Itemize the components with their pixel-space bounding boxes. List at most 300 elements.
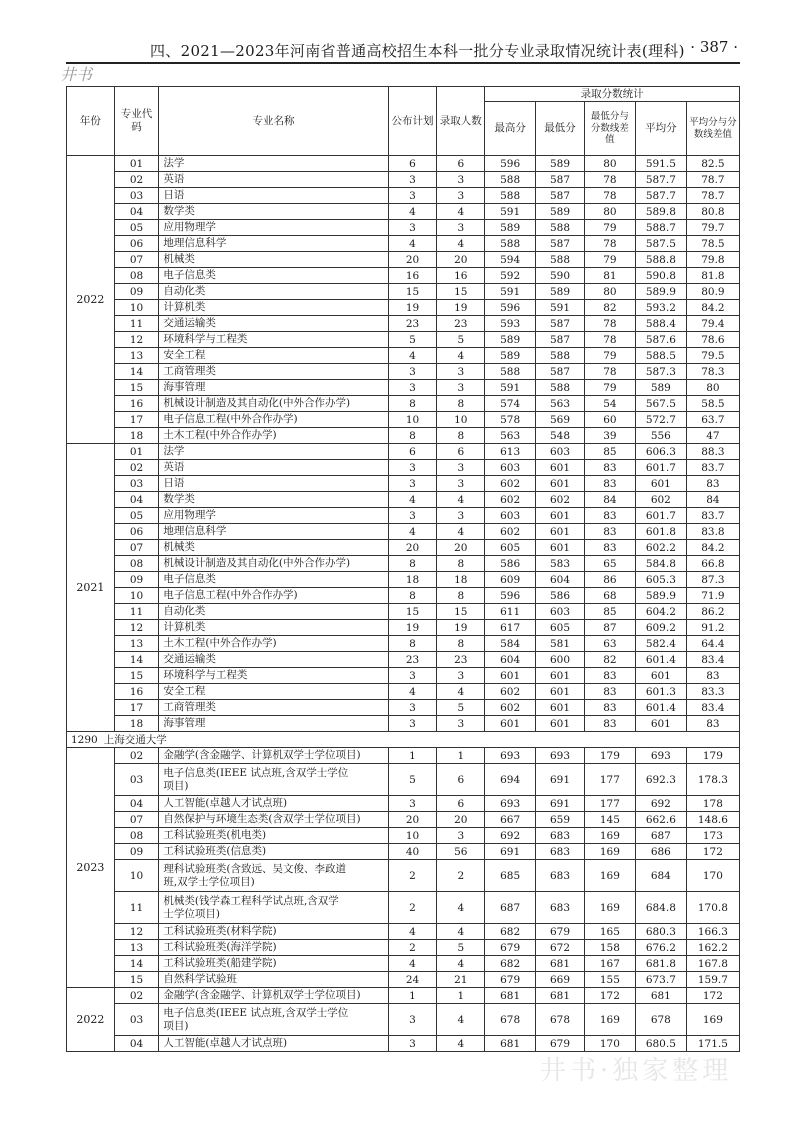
major-code-cell: 16 bbox=[114, 684, 159, 700]
admitted-cell: 4 bbox=[437, 892, 485, 924]
max-cell: 679 bbox=[485, 940, 536, 956]
min-cell: 683 bbox=[536, 844, 585, 860]
max-cell: 693 bbox=[485, 796, 536, 812]
max-cell: 613 bbox=[485, 444, 536, 460]
major-code-cell: 02 bbox=[114, 172, 159, 188]
plan-cell: 3 bbox=[388, 508, 437, 524]
plan-cell: 3 bbox=[388, 380, 437, 396]
admitted-cell: 8 bbox=[437, 588, 485, 604]
avg-cell: 587.5 bbox=[635, 236, 686, 252]
table-body bbox=[67, 156, 740, 1052]
avg-cell: 687 bbox=[635, 828, 686, 844]
major-name-line: 海事管理 bbox=[163, 717, 206, 729]
major-code-cell: 02 bbox=[114, 988, 159, 1004]
avg-cell: 590.8 bbox=[635, 268, 686, 284]
min-diff-cell: 82 bbox=[584, 300, 635, 316]
major-name-cell bbox=[159, 252, 388, 268]
table-row bbox=[67, 220, 740, 236]
admitted-cell: 4 bbox=[437, 492, 485, 508]
table-row bbox=[67, 444, 740, 460]
avg-cell: 602.2 bbox=[635, 540, 686, 556]
avg-diff-cell: 178.3 bbox=[686, 764, 739, 796]
min-cell: 659 bbox=[536, 812, 585, 828]
major-code-cell: 04 bbox=[114, 492, 159, 508]
avg-cell: 602 bbox=[635, 492, 686, 508]
table-row bbox=[67, 172, 740, 188]
major-name-line: 日语 bbox=[163, 477, 185, 489]
table-row bbox=[67, 476, 740, 492]
major-name-cell bbox=[159, 188, 388, 204]
avg-diff-cell: 83.4 bbox=[686, 700, 739, 716]
major-code-cell: 08 bbox=[114, 268, 159, 284]
admitted-cell: 3 bbox=[437, 668, 485, 684]
min-cell: 589 bbox=[536, 156, 585, 172]
major-name-line: 金融学(含金融学、计算机双学士学位项目) bbox=[163, 749, 361, 761]
major-name-cell bbox=[159, 348, 388, 364]
major-name-cell bbox=[159, 540, 388, 556]
max-cell: 681 bbox=[485, 988, 536, 1004]
avg-diff-cell: 83 bbox=[686, 476, 739, 492]
min-cell: 683 bbox=[536, 828, 585, 844]
major-code-cell: 05 bbox=[114, 220, 159, 236]
major-name-line: 项目) bbox=[163, 1019, 189, 1032]
major-name-line: 土木工程(中外合作办学) bbox=[163, 637, 277, 649]
min-diff-cell: 177 bbox=[584, 764, 635, 796]
avg-diff-cell: 159.7 bbox=[686, 972, 739, 988]
major-code-cell: 14 bbox=[114, 364, 159, 380]
major-code-cell: 11 bbox=[114, 604, 159, 620]
plan-cell: 10 bbox=[388, 412, 437, 428]
table-row bbox=[67, 636, 740, 652]
min-cell: 601 bbox=[536, 524, 585, 540]
major-code-cell: 17 bbox=[114, 412, 159, 428]
major-name-cell bbox=[159, 1036, 388, 1052]
table-row bbox=[67, 460, 740, 476]
major-name-cell bbox=[159, 492, 388, 508]
major-code-cell: 10 bbox=[114, 300, 159, 316]
avg-diff-cell: 167.8 bbox=[686, 956, 739, 972]
avg-diff-cell: 47 bbox=[686, 428, 739, 444]
page-header bbox=[0, 22, 800, 60]
min-diff-cell: 79 bbox=[584, 348, 635, 364]
major-name-cell bbox=[159, 940, 388, 956]
major-name-line: 工商管理类 bbox=[163, 365, 216, 377]
max-cell: 602 bbox=[485, 700, 536, 716]
admitted-cell: 8 bbox=[437, 556, 485, 572]
major-name-cell bbox=[159, 572, 388, 588]
major-name-cell bbox=[159, 508, 388, 524]
major-name-line: 数学类 bbox=[163, 493, 195, 505]
min-diff-cell: 169 bbox=[584, 860, 635, 892]
min-diff-cell: 80 bbox=[584, 156, 635, 172]
avg-cell: 587.6 bbox=[635, 332, 686, 348]
avg-diff-cell: 79.4 bbox=[686, 316, 739, 332]
min-cell: 583 bbox=[536, 556, 585, 572]
avg-cell: 601.4 bbox=[635, 652, 686, 668]
admitted-cell: 3 bbox=[437, 716, 485, 732]
col-name: 专业名称 bbox=[159, 87, 388, 156]
min-cell: 587 bbox=[536, 316, 585, 332]
major-name-cell bbox=[159, 396, 388, 412]
avg-cell: 680.5 bbox=[635, 1036, 686, 1052]
min-diff-cell: 79 bbox=[584, 252, 635, 268]
avg-diff-cell: 78.7 bbox=[686, 188, 739, 204]
avg-cell: 588.4 bbox=[635, 316, 686, 332]
avg-cell: 678 bbox=[635, 1004, 686, 1036]
min-cell: 679 bbox=[536, 1036, 585, 1052]
avg-cell: 606.3 bbox=[635, 444, 686, 460]
min-diff-cell: 78 bbox=[584, 172, 635, 188]
school-name: 上海交通大学 bbox=[103, 734, 167, 746]
admitted-cell: 4 bbox=[437, 924, 485, 940]
admitted-cell: 20 bbox=[437, 812, 485, 828]
min-cell: 588 bbox=[536, 220, 585, 236]
min-cell: 587 bbox=[536, 332, 585, 348]
table-row bbox=[67, 812, 740, 828]
max-cell: 588 bbox=[485, 364, 536, 380]
min-cell: 672 bbox=[536, 940, 585, 956]
watermark: 井书·独家整理 bbox=[540, 1056, 733, 1086]
major-name-line: 电子信息类 bbox=[163, 269, 216, 281]
max-cell: 617 bbox=[485, 620, 536, 636]
max-cell: 596 bbox=[485, 156, 536, 172]
max-cell: 681 bbox=[485, 1036, 536, 1052]
min-diff-cell: 155 bbox=[584, 972, 635, 988]
major-code-cell: 04 bbox=[114, 204, 159, 220]
avg-cell: 587.7 bbox=[635, 188, 686, 204]
max-cell: 682 bbox=[485, 956, 536, 972]
avg-diff-cell: 84.2 bbox=[686, 540, 739, 556]
major-code-cell: 11 bbox=[114, 892, 159, 924]
col-year: 年份 bbox=[67, 87, 115, 156]
table-row bbox=[67, 972, 740, 988]
min-cell: 563 bbox=[536, 396, 585, 412]
major-name-line: 工科试验班类(船建学院) bbox=[163, 957, 277, 969]
table-row bbox=[67, 380, 740, 396]
major-name-cell bbox=[159, 844, 388, 860]
avg-diff-cell: 78.3 bbox=[686, 364, 739, 380]
avg-diff-cell: 171.5 bbox=[686, 1036, 739, 1052]
table-row bbox=[67, 316, 740, 332]
plan-cell: 8 bbox=[388, 588, 437, 604]
plan-cell: 2 bbox=[388, 892, 437, 924]
min-diff-cell: 54 bbox=[584, 396, 635, 412]
avg-cell: 589.9 bbox=[635, 284, 686, 300]
admitted-cell: 3 bbox=[437, 828, 485, 844]
plan-cell: 6 bbox=[388, 444, 437, 460]
major-code-cell: 14 bbox=[114, 652, 159, 668]
min-cell: 601 bbox=[536, 684, 585, 700]
major-name-cell bbox=[159, 300, 388, 316]
min-cell: 601 bbox=[536, 508, 585, 524]
avg-diff-cell: 58.5 bbox=[686, 396, 739, 412]
admitted-cell: 23 bbox=[437, 316, 485, 332]
avg-diff-cell: 170 bbox=[686, 860, 739, 892]
major-code-cell: 07 bbox=[114, 812, 159, 828]
plan-cell: 3 bbox=[388, 700, 437, 716]
admitted-cell: 15 bbox=[437, 284, 485, 300]
min-diff-cell: 81 bbox=[584, 268, 635, 284]
min-diff-cell: 83 bbox=[584, 460, 635, 476]
major-name-line: 自动化类 bbox=[163, 285, 206, 297]
admitted-cell: 3 bbox=[437, 364, 485, 380]
avg-diff-cell: 66.8 bbox=[686, 556, 739, 572]
major-name-line: 地理信息科学 bbox=[163, 525, 227, 537]
major-name-cell bbox=[159, 988, 388, 1004]
max-cell: 602 bbox=[485, 684, 536, 700]
plan-cell: 23 bbox=[388, 652, 437, 668]
min-cell: 591 bbox=[536, 300, 585, 316]
major-name-line: 理科试验班类(含致远、吴文俊、李政道 bbox=[163, 862, 346, 875]
admitted-cell: 3 bbox=[437, 172, 485, 188]
major-name-line: 法学 bbox=[163, 157, 185, 169]
avg-cell: 601 bbox=[635, 476, 686, 492]
major-code-cell: 07 bbox=[114, 252, 159, 268]
table-header bbox=[67, 87, 740, 156]
major-code-cell: 14 bbox=[114, 956, 159, 972]
major-name-cell bbox=[159, 220, 388, 236]
min-cell: 548 bbox=[536, 428, 585, 444]
max-cell: 603 bbox=[485, 460, 536, 476]
min-diff-cell: 83 bbox=[584, 540, 635, 556]
min-diff-cell: 78 bbox=[584, 236, 635, 252]
major-code-cell: 03 bbox=[114, 476, 159, 492]
admitted-cell: 56 bbox=[437, 844, 485, 860]
max-cell: 574 bbox=[485, 396, 536, 412]
avg-diff-cell: 170.8 bbox=[686, 892, 739, 924]
major-name-cell bbox=[159, 156, 388, 172]
major-name-cell bbox=[159, 652, 388, 668]
min-diff-cell: 39 bbox=[584, 428, 635, 444]
min-diff-cell: 85 bbox=[584, 604, 635, 620]
min-diff-cell: 158 bbox=[584, 940, 635, 956]
page-title: 四、2021—2023年河南省普通高校招生本科一批分专业录取情况统计表(理科) bbox=[150, 42, 685, 60]
avg-diff-cell: 78.5 bbox=[686, 236, 739, 252]
plan-cell: 5 bbox=[388, 332, 437, 348]
avg-diff-cell: 71.9 bbox=[686, 588, 739, 604]
max-cell: 605 bbox=[485, 540, 536, 556]
major-name-cell bbox=[159, 620, 388, 636]
min-cell: 601 bbox=[536, 716, 585, 732]
max-cell: 596 bbox=[485, 300, 536, 316]
min-cell: 681 bbox=[536, 956, 585, 972]
admitted-cell: 4 bbox=[437, 956, 485, 972]
col-min-diff: 最低分与分数线差值 bbox=[584, 102, 635, 156]
min-cell: 601 bbox=[536, 668, 585, 684]
major-name-cell bbox=[159, 332, 388, 348]
table-row bbox=[67, 892, 740, 924]
min-diff-cell: 172 bbox=[584, 988, 635, 1004]
plan-cell: 3 bbox=[388, 716, 437, 732]
max-cell: 588 bbox=[485, 236, 536, 252]
plan-cell: 3 bbox=[388, 476, 437, 492]
max-cell: 589 bbox=[485, 348, 536, 364]
table-row bbox=[67, 668, 740, 684]
table-row bbox=[67, 988, 740, 1004]
admitted-cell: 8 bbox=[437, 396, 485, 412]
admitted-cell: 21 bbox=[437, 972, 485, 988]
plan-cell: 2 bbox=[388, 860, 437, 892]
major-code-cell: 16 bbox=[114, 396, 159, 412]
avg-diff-cell: 83.4 bbox=[686, 652, 739, 668]
min-cell: 590 bbox=[536, 268, 585, 284]
avg-diff-cell: 78.7 bbox=[686, 172, 739, 188]
min-cell: 600 bbox=[536, 652, 585, 668]
min-diff-cell: 85 bbox=[584, 444, 635, 460]
avg-diff-cell: 172 bbox=[686, 988, 739, 1004]
min-diff-cell: 167 bbox=[584, 956, 635, 972]
major-name-cell bbox=[159, 476, 388, 492]
admitted-cell: 6 bbox=[437, 764, 485, 796]
major-name-cell bbox=[159, 892, 388, 924]
admission-table bbox=[66, 86, 740, 1052]
table-row bbox=[67, 428, 740, 444]
major-name-line: 机械类 bbox=[163, 541, 195, 553]
avg-cell: 605.3 bbox=[635, 572, 686, 588]
min-diff-cell: 177 bbox=[584, 796, 635, 812]
avg-diff-cell: 87.3 bbox=[686, 572, 739, 588]
major-code-cell: 05 bbox=[114, 508, 159, 524]
table-row bbox=[67, 764, 740, 796]
avg-cell: 572.7 bbox=[635, 412, 686, 428]
major-name-line: 机械设计制造及其自动化(中外合作办学) bbox=[163, 397, 351, 409]
min-cell: 581 bbox=[536, 636, 585, 652]
admitted-cell: 10 bbox=[437, 412, 485, 428]
min-diff-cell: 87 bbox=[584, 620, 635, 636]
major-name-line: 电子信息工程(中外合作办学) bbox=[163, 413, 298, 425]
plan-cell: 8 bbox=[388, 428, 437, 444]
major-name-line: 自动化类 bbox=[163, 605, 206, 617]
max-cell: 594 bbox=[485, 252, 536, 268]
min-cell: 691 bbox=[536, 764, 585, 796]
col-stats-group: 录取分数统计 bbox=[485, 87, 740, 102]
admitted-cell: 23 bbox=[437, 652, 485, 668]
major-code-cell: 09 bbox=[114, 572, 159, 588]
plan-cell: 3 bbox=[388, 460, 437, 476]
major-name-line: 安全工程 bbox=[163, 685, 206, 697]
plan-cell: 5 bbox=[388, 764, 437, 796]
admitted-cell: 8 bbox=[437, 636, 485, 652]
major-code-cell: 15 bbox=[114, 380, 159, 396]
avg-diff-cell: 79.7 bbox=[686, 220, 739, 236]
admitted-cell: 4 bbox=[437, 524, 485, 540]
major-name-line: 数学类 bbox=[163, 205, 195, 217]
plan-cell: 16 bbox=[388, 268, 437, 284]
avg-cell: 662.6 bbox=[635, 812, 686, 828]
col-max: 最高分 bbox=[485, 102, 536, 156]
major-code-cell: 18 bbox=[114, 428, 159, 444]
max-cell: 692 bbox=[485, 828, 536, 844]
avg-diff-cell: 82.5 bbox=[686, 156, 739, 172]
major-code-cell: 17 bbox=[114, 700, 159, 716]
major-name-cell bbox=[159, 556, 388, 572]
max-cell: 685 bbox=[485, 860, 536, 892]
table-row bbox=[67, 924, 740, 940]
max-cell: 609 bbox=[485, 572, 536, 588]
major-code-cell: 04 bbox=[114, 796, 159, 812]
plan-cell: 1 bbox=[388, 748, 437, 764]
max-cell: 584 bbox=[485, 636, 536, 652]
min-cell: 605 bbox=[536, 620, 585, 636]
min-diff-cell: 83 bbox=[584, 524, 635, 540]
min-cell: 588 bbox=[536, 348, 585, 364]
avg-diff-cell: 80 bbox=[686, 380, 739, 396]
admitted-cell: 19 bbox=[437, 300, 485, 316]
major-name-cell bbox=[159, 860, 388, 892]
min-cell: 589 bbox=[536, 204, 585, 220]
major-name-cell bbox=[159, 204, 388, 220]
admitted-cell: 5 bbox=[437, 332, 485, 348]
major-name-cell bbox=[159, 284, 388, 300]
major-name-line: 工科试验班类(材料学院) bbox=[163, 925, 277, 937]
major-code-cell: 02 bbox=[114, 748, 159, 764]
major-name-line: 地理信息科学 bbox=[163, 237, 227, 249]
plan-cell: 24 bbox=[388, 972, 437, 988]
plan-cell: 6 bbox=[388, 156, 437, 172]
table-row bbox=[67, 748, 740, 764]
major-code-cell: 02 bbox=[114, 460, 159, 476]
major-code-cell: 10 bbox=[114, 588, 159, 604]
avg-cell: 593.2 bbox=[635, 300, 686, 316]
min-cell: 588 bbox=[536, 252, 585, 268]
min-cell: 678 bbox=[536, 1004, 585, 1036]
avg-diff-cell: 64.4 bbox=[686, 636, 739, 652]
major-code-cell: 11 bbox=[114, 316, 159, 332]
avg-cell: 681.8 bbox=[635, 956, 686, 972]
admitted-cell: 4 bbox=[437, 684, 485, 700]
min-diff-cell: 83 bbox=[584, 476, 635, 492]
admitted-cell: 2 bbox=[437, 860, 485, 892]
min-diff-cell: 169 bbox=[584, 844, 635, 860]
table-row bbox=[67, 236, 740, 252]
table-row bbox=[67, 588, 740, 604]
avg-cell: 588.7 bbox=[635, 220, 686, 236]
max-cell: 682 bbox=[485, 924, 536, 940]
max-cell: 611 bbox=[485, 604, 536, 620]
max-cell: 604 bbox=[485, 652, 536, 668]
plan-cell: 1 bbox=[388, 988, 437, 1004]
min-diff-cell: 83 bbox=[584, 668, 635, 684]
avg-cell: 587.3 bbox=[635, 364, 686, 380]
admitted-cell: 20 bbox=[437, 540, 485, 556]
min-diff-cell: 83 bbox=[584, 700, 635, 716]
min-cell: 693 bbox=[536, 748, 585, 764]
school-separator-row bbox=[67, 732, 740, 748]
max-cell: 589 bbox=[485, 332, 536, 348]
avg-diff-cell: 86.2 bbox=[686, 604, 739, 620]
max-cell: 592 bbox=[485, 268, 536, 284]
max-cell: 586 bbox=[485, 556, 536, 572]
max-cell: 588 bbox=[485, 188, 536, 204]
max-cell: 591 bbox=[485, 284, 536, 300]
major-name-line: 交通运输类 bbox=[163, 317, 216, 329]
avg-cell: 589 bbox=[635, 380, 686, 396]
max-cell: 693 bbox=[485, 748, 536, 764]
avg-diff-cell: 78.6 bbox=[686, 332, 739, 348]
major-name-line: 应用物理学 bbox=[163, 221, 216, 233]
min-cell: 691 bbox=[536, 796, 585, 812]
min-cell: 586 bbox=[536, 588, 585, 604]
admitted-cell: 4 bbox=[437, 1036, 485, 1052]
avg-cell: 601.8 bbox=[635, 524, 686, 540]
page-number: · 387 · bbox=[690, 38, 738, 56]
table-row bbox=[67, 204, 740, 220]
major-name-cell bbox=[159, 588, 388, 604]
min-diff-cell: 83 bbox=[584, 508, 635, 524]
min-cell: 587 bbox=[536, 188, 585, 204]
admitted-cell: 5 bbox=[437, 940, 485, 956]
min-cell: 681 bbox=[536, 988, 585, 1004]
